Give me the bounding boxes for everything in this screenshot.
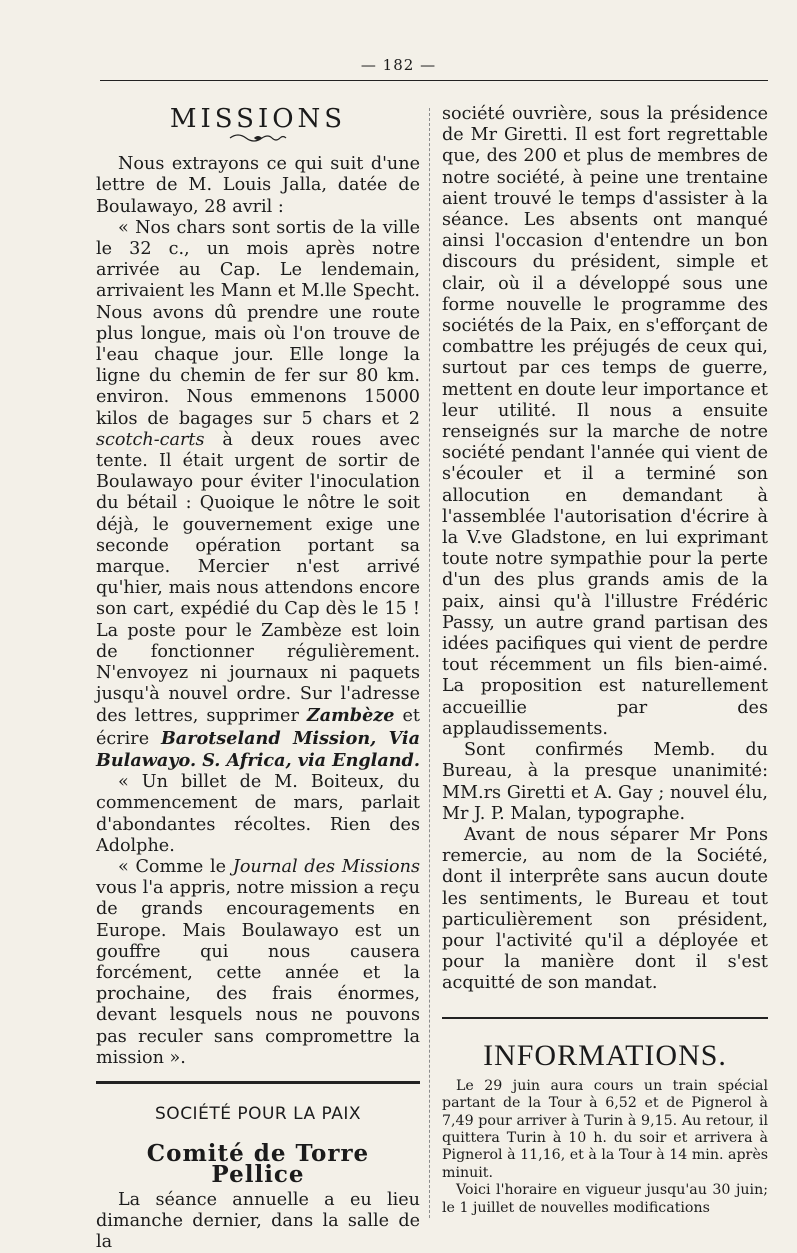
flourish-ornament-icon bbox=[96, 130, 420, 146]
missions-para-2: « Un billet de M. Boiteux, du commencement de mars, parlait d'abondantes récoltes. Rien des Adolphe. bbox=[96, 772, 420, 856]
section-rule-right bbox=[442, 1017, 768, 1019]
missions-para-1: « Nos chars sont sortis de la ville le 32 c., un mois après notre arrivée au Cap. Le lendemain, arrivaient les Mann et M.lle Specht. Nous avons dû prendre une route plus longue, mais où l'on trouve de l'eau chaque jour. Elle longe la ligne du chemin de fer sur 80 km. environ. Nous emmenons 15000 kilos de bagages sur 5 chars et 2 scotch-carts à deux roues avec tente. Il était urgent de sortir de Boulawayo pour éviter l'inoculation du bétail : Quoique le nôtre le soit déjà, le gouvernement exige une seconde opération portant sa marque. Mercier n'est arrivé qu'hier, mais nous attendons encore son cart, expédié du Cap dès le 15 ! La poste pour le Zambèze est loin de fonctionner régulièrement. N'envoyez ni journaux ni paquets jusqu'à nouvel ordre. Sur l'adresse des lettres, supprimer Zambèze et écrire Barotseland Mission, Via Bulawayo. S. Africa, via England. bbox=[96, 217, 421, 771]
informations-body bbox=[442, 1078, 768, 1217]
missions-intro: Nous extrayons ce qui suit d'une lettre de M. Louis Jalla, datée de Boulawayo, 28 avril : bbox=[96, 154, 420, 217]
header-rule bbox=[100, 80, 768, 81]
informations-heading: INFORMATIONS. bbox=[483, 1038, 727, 1072]
societe-para-3: Avant de nous séparer Mr Pons remercie, au nom de la Société, dont il interprête sans aucun doute les sentiments, le Bureau et tout particulièrement son président, pour l'activité qu'il a déployée et pour la manière dont il s'est acquitté de son mandat. bbox=[442, 824, 768, 994]
missions-heading: MISSIONS bbox=[169, 104, 347, 134]
right-column bbox=[442, 104, 768, 1217]
societe-para-2: Sont confirmés Memb. du Bureau, à la presque unanimité: MM.rs Giretti et A. Gay ; nouvel élu, Mr J. P. Malan, typographe. bbox=[442, 740, 768, 824]
left-column bbox=[96, 103, 420, 1253]
informations-para-1: Le 29 juin aura cours un train spécial partant de la Tour à 6,52 et de Pignerol à 7,49 pour arriver à Turin à 9,15. Au retour, il quittera Turin à 10 h. du soir et arrivera à Pignerol à 11,16, et à la Tour à 14 min. après minuit. bbox=[442, 1077, 768, 1181]
section-rule bbox=[96, 1081, 420, 1084]
societe-para-1-start: La séance annuelle a eu lieu dimanche dernier, dans la salle de la bbox=[96, 1189, 420, 1252]
page-number: — 182 — bbox=[360, 56, 437, 74]
column-divider bbox=[429, 108, 430, 1218]
societe-para-1-cont: société ouvrière, sous la présidence de Mr Giretti. Il est fort regrettable que, des 200 et plus de membres de notre société, à peine une trentaine aient trouvé le temps d'assister à la séance. Les absents ont manqué ainsi l'occasion d'entendre un bon discours du président, simple et clair, où il a développé sous une forme nouvelle le programme des sociétés de la Paix, en s'efforçant de combattre les préjugés de ceux qui, surtout par ces temps de guerre, mettent en doute leur importance et leur utilité. Il nous a ensuite renseignés sur la marche de notre société pendant l'année qui vient de s'écouler et il a terminé son allocution en demandant à l'assemblée l'autorisation d'écrire à la V.ve Gladstone, en lui exprimant toute notre sympathie pour la perte d'un des plus grands amis de la paix, ainsi qu'à l'illustre Frédéric Passy, un autre grand partisan des idées pacifiques qui vient de perdre tout récemment un fils bien-aimé. La proposition est naturellement accueillie par des applaudissements. bbox=[442, 104, 768, 739]
informations-para-2: Voici l'horaire en vigueur jusqu'au 30 juin; le 1 juillet de nouvelles modifications bbox=[442, 1182, 768, 1216]
comite-heading: Comité de Torre Pellice bbox=[146, 1140, 370, 1189]
societe-heading: SOCIÉTÉ POUR LA PAIX bbox=[155, 1103, 361, 1124]
missions-para-3: « Comme le Journal des Missions vous l'a appris, notre mission a reçu de grands encouragements en Europe. Mais Boulawayo est un gouffre qui nous causera forcément, cette année et la prochaine, des frais énormes, devant lesquels nous ne pouvons pas reculer sans compromettre la mission ». bbox=[96, 856, 420, 1068]
